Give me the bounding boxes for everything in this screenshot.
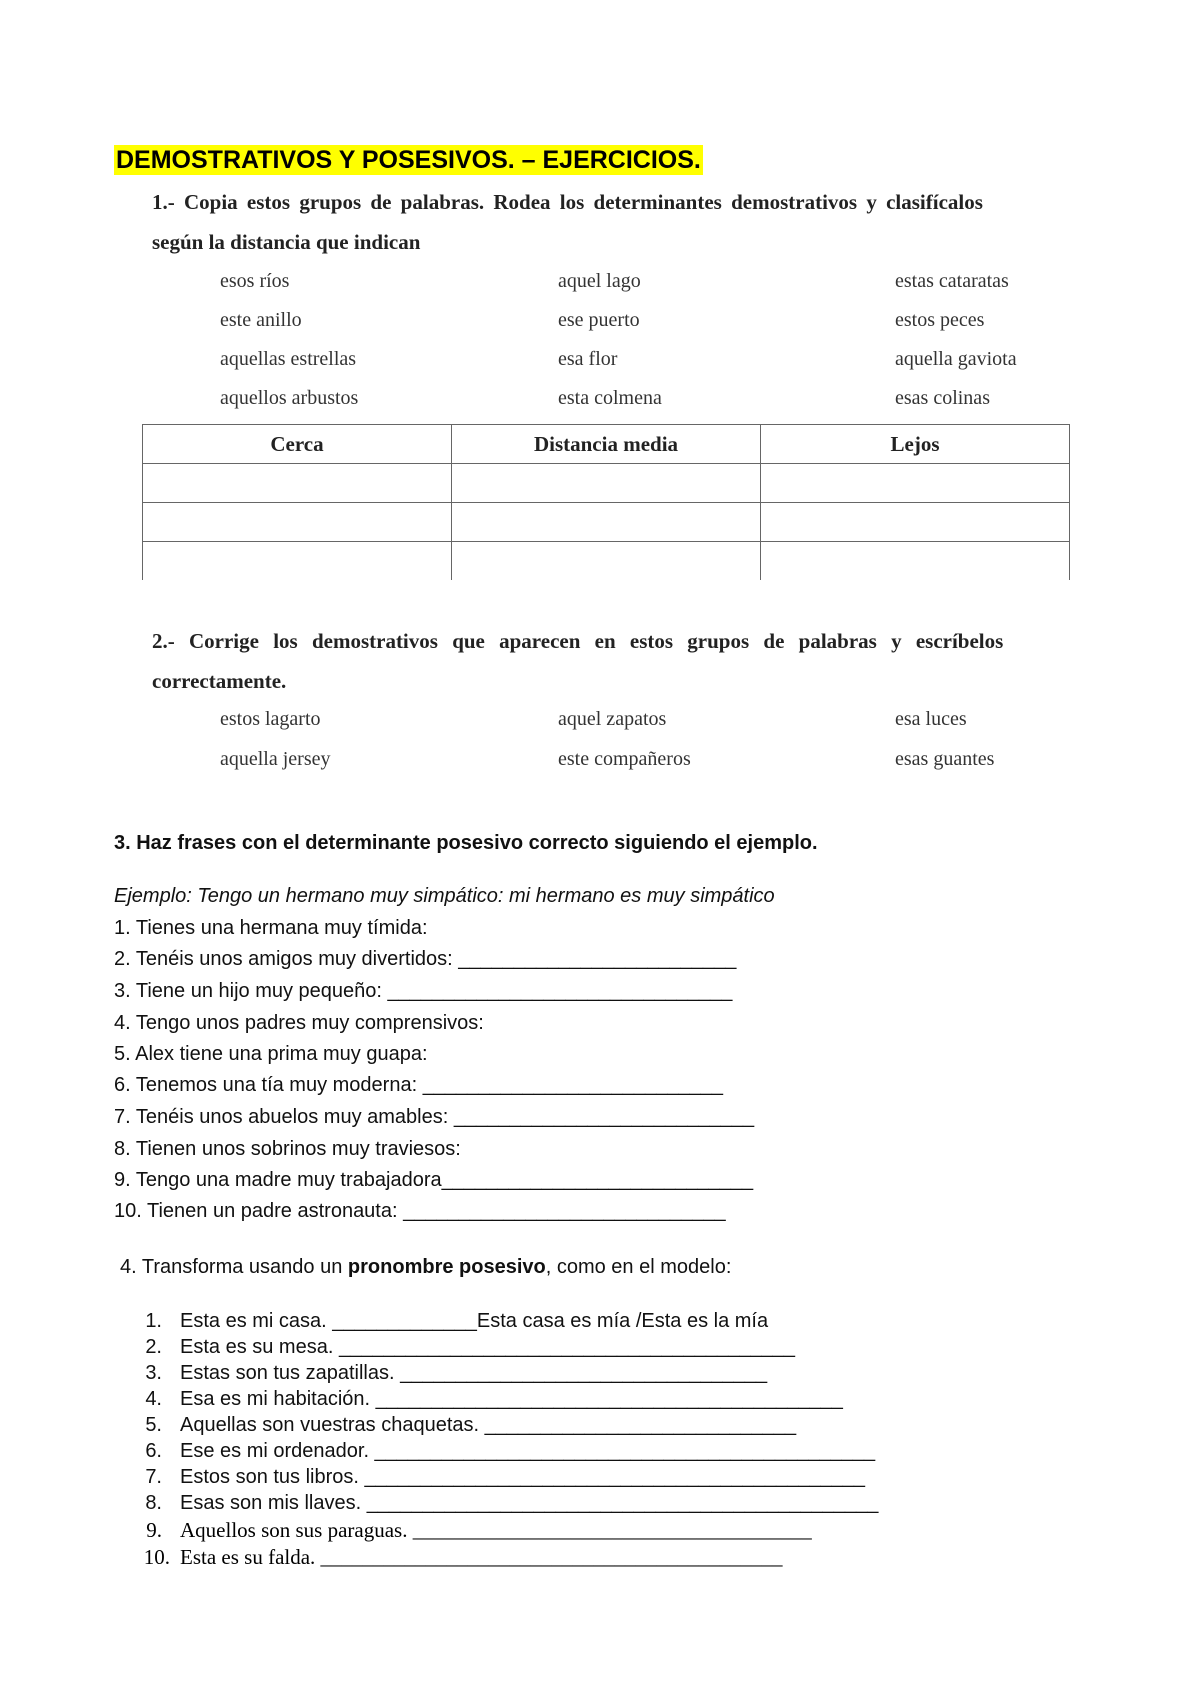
ex4-item-text: Esta es mi casa. _____________Esta casa es mía /Esta es la mía (180, 1310, 769, 1332)
table-cell[interactable] (761, 542, 1070, 581)
ex4-item-text: Esta es su mesa. _________________________________________ (180, 1336, 795, 1358)
ex4-item-text: Estas son tus zapatillas. _________________________________ (180, 1362, 768, 1384)
ex3-item: 1. Tienes una hermana muy tímida: (114, 917, 428, 939)
ex3-item: 2. Tenéis unos amigos muy divertidos: _________________________ (114, 948, 737, 970)
ex3-item: 3. Tiene un hijo muy pequeño: _______________________________ (114, 980, 733, 1002)
table-row (143, 464, 1070, 503)
ex4-item-number: 1. (145, 1310, 162, 1332)
ex3-item: 4. Tengo unos padres muy comprensivos: (114, 1012, 484, 1034)
ex1-word: aquel lago (558, 270, 641, 292)
ex2-word: esa luces (895, 708, 967, 730)
ex1-word: esos ríos (220, 270, 290, 292)
ex4-item-text: Esta es su falda. ____________________________________________ (180, 1545, 783, 1569)
table-cell[interactable] (143, 542, 452, 581)
ex2-word: esas guantes (895, 748, 995, 770)
ex3-title: 3. Haz frases con el determinante posesivo correcto siguiendo el ejemplo. (114, 832, 818, 854)
ex4-item (0, 1518, 1200, 1548)
ex1-word: este anillo (220, 309, 302, 331)
ex1-word: esas colinas (895, 387, 990, 409)
ex4-item-text: Aquellas son vuestras chaquetas. ____________________________ (180, 1414, 797, 1436)
ex1-instruction-line1: 1.- Copia estos grupos de palabras. Rodea los determinantes demostrativos y clasifícalos (152, 190, 983, 214)
table-header-cerca: Cerca (143, 425, 452, 464)
ex4-item-text: Esas son mis llaves. ______________________________________________ (180, 1492, 879, 1514)
ex1-instruction-line2: según la distancia que indican (152, 230, 421, 254)
table-cell[interactable] (452, 503, 761, 542)
table-header-lejos: Lejos (761, 425, 1070, 464)
ex4-item-number: 2. (145, 1336, 162, 1358)
ex2-word: aquella jersey (220, 748, 331, 770)
table-cell[interactable] (143, 464, 452, 503)
ex3-item: 7. Tenéis unos abuelos muy amables: ___________________________ (114, 1106, 755, 1128)
ex2-word: aquel zapatos (558, 708, 667, 730)
ex3-example: Ejemplo: Tengo un hermano muy simpático: mi hermano es muy simpático (114, 885, 775, 907)
ex1-word: esa flor (558, 348, 618, 370)
table-cell[interactable] (143, 503, 452, 542)
ex1-word: estas cataratas (895, 270, 1009, 292)
ex1-word: aquellos arbustos (220, 387, 359, 409)
table-row (143, 542, 1070, 581)
ex1-word: esta colmena (558, 387, 662, 409)
ex3-item: 8. Tienen unos sobrinos muy traviesos: (114, 1138, 461, 1160)
ex1-word: aquellas estrellas (220, 348, 357, 370)
table-cell[interactable] (452, 542, 761, 581)
ex4-item-text: Ese es mi ordenador. _____________________________________________ (180, 1440, 876, 1462)
classification-table (142, 424, 1070, 580)
ex4-item-number: 9. (146, 1518, 162, 1542)
ex3-item: 10. Tienen un padre astronauta: _____________________________ (114, 1200, 726, 1222)
ex4-item-number: 8. (145, 1492, 162, 1514)
table-row (143, 503, 1070, 542)
page-title: DEMOSTRATIVOS Y POSESIVOS. – EJERCICIOS. (116, 146, 701, 174)
ex4-intro (120, 1256, 731, 1279)
ex4-item-text: Estos son tus libros. _____________________________________________ (180, 1466, 866, 1488)
ex2-word: estos lagarto (220, 708, 321, 730)
ex3-item: 5. Alex tiene una prima muy guapa: (114, 1043, 428, 1065)
ex1-word: aquella gaviota (895, 348, 1017, 370)
table-cell[interactable] (452, 464, 761, 503)
ex4-item-number: 4. (145, 1388, 162, 1410)
ex2-instruction-line1: 2.- Corrige los demostrativos que aparecen en estos grupos de palabras y escríbelos (152, 629, 1004, 653)
ex2-instruction-line2: correctamente. (152, 669, 287, 693)
ex4-item-number: 5. (145, 1414, 162, 1436)
ex4-intro-pre: 4. Transforma usando un (120, 1256, 348, 1278)
ex4-item-number: 10. (143, 1545, 170, 1569)
ex4-item-number: 3. (145, 1362, 162, 1384)
ex4-item (0, 1545, 1200, 1575)
ex4-item-text: Esa es mi habitación. __________________________________________ (180, 1388, 843, 1410)
ex4-intro-bold: pronombre posesivo (347, 1256, 546, 1278)
ex4-item-number: 6. (145, 1440, 162, 1462)
table-cell[interactable] (761, 464, 1070, 503)
table-cell[interactable] (761, 503, 1070, 542)
ex4-intro-post: , como en el modelo: (545, 1256, 732, 1278)
ex4-item-number: 7. (145, 1466, 162, 1488)
ex3-item: 9. Tengo una madre muy trabajadora____________________________ (114, 1169, 754, 1191)
ex4-item-text: Aquellos son sus paraguas. ______________________________________ (180, 1518, 812, 1542)
ex1-word: estos peces (895, 309, 985, 331)
ex1-word: ese puerto (558, 309, 640, 331)
ex2-word: este compañeros (558, 748, 691, 770)
table-header-distancia-media: Distancia media (452, 425, 761, 464)
ex3-item: 6. Tenemos una tía muy moderna: ___________________________ (114, 1074, 724, 1096)
